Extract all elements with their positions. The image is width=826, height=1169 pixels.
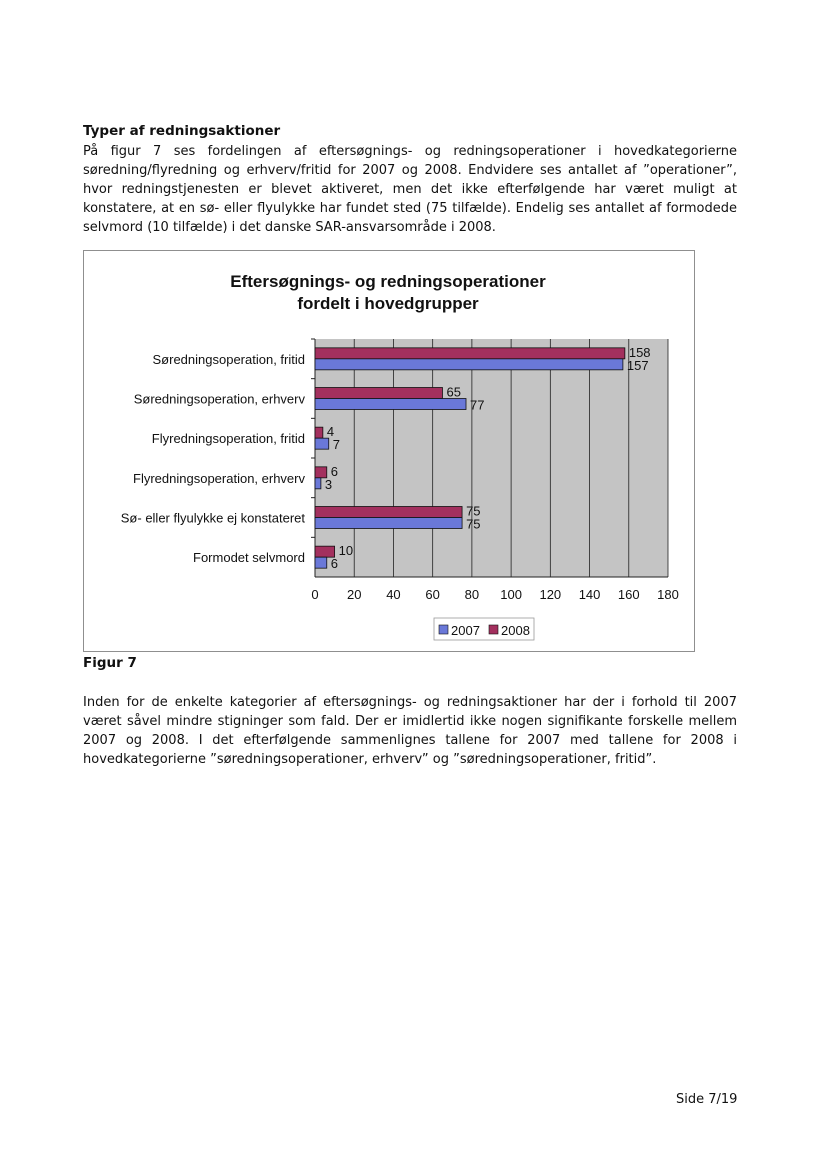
category-label: Søredningsoperation, erhverv bbox=[133, 391, 305, 407]
data-label-2008: 6 bbox=[330, 463, 339, 479]
bar-2007 bbox=[315, 518, 462, 529]
category-labels bbox=[121, 352, 306, 565]
legend-swatch bbox=[439, 625, 448, 634]
data-label-2008: 10 bbox=[338, 543, 354, 559]
chart-title-line1: Eftersøgnings- og redningsoperationer bbox=[230, 272, 546, 291]
figure-label: Figur 7 bbox=[83, 655, 137, 671]
data-label-2008: 4 bbox=[326, 424, 335, 440]
category-label: Flyredningsoperation, fritid bbox=[151, 431, 305, 447]
category-label: Formodet selvmord bbox=[193, 550, 305, 566]
category-label: Flyredningsoperation, erhverv bbox=[133, 470, 305, 486]
x-tick-label: 60 bbox=[425, 587, 440, 602]
data-label-2007: 77 bbox=[470, 397, 485, 413]
x-axis-ticks bbox=[311, 587, 678, 602]
legend-label: 2008 bbox=[501, 623, 530, 638]
x-tick-label: 120 bbox=[539, 587, 562, 602]
page-number: Side 7/19 bbox=[676, 1092, 738, 1107]
bar-2008 bbox=[315, 348, 625, 359]
x-tick-label: 160 bbox=[617, 587, 640, 602]
legend-label: 2007 bbox=[451, 623, 480, 638]
data-label-2007: 7 bbox=[332, 437, 340, 453]
bar-2008 bbox=[315, 507, 462, 518]
intro-paragraph: På figur 7 ses fordelingen af eftersøgnings- og redningsoperationer i hovedkategorierne søredning/flyredning og erhverv/fritid for 2007 og 2008. Endvidere ses antallet af ”operationer”, hvor redningstjenesten er blevet aktiveret, men det ikke efterfølgende har været muligt at konstatere, at en sø- eller flyulykke har fundet sted (75 tilfælde). Endelig ses antallet af formodede selvmord (10 tilfælde) i det danske SAR-ansvarsområde i 2008. bbox=[83, 144, 737, 235]
x-tick-label: 20 bbox=[346, 587, 362, 602]
data-label-2008: 65 bbox=[446, 384, 461, 400]
x-tick-label: 80 bbox=[464, 587, 480, 602]
data-label-2008: 158 bbox=[628, 344, 651, 360]
section-heading: Typer af redningsaktioner bbox=[83, 123, 281, 139]
category-label: Sø- eller flyulykke ej konstateret bbox=[120, 510, 305, 526]
data-label-2007: 6 bbox=[330, 556, 339, 572]
legend bbox=[434, 618, 534, 640]
category-label: Søredningsoperation, fritid bbox=[152, 351, 305, 367]
analysis-paragraph: Inden for de enkelte kategorier af eftersøgnings- og redningsaktioner har der i forhold til 2007 været såvel mindre stigninger som fald. Der er imidlertid ikke nogen signifikante forskelle mellem 2007 og 2008. I det efterfølgende sammenlignes tallene for 2007 med tallene for 2008 i hovedkategorierne ”søredningsoperationer, erhverv” og ”søredningsoperationer, fritid”. bbox=[83, 695, 737, 767]
legend-swatch bbox=[489, 625, 498, 634]
chart-container bbox=[83, 250, 695, 652]
x-tick-label: 40 bbox=[386, 587, 401, 602]
data-label-2007: 157 bbox=[626, 357, 649, 373]
x-tick-label: 100 bbox=[500, 587, 522, 602]
x-tick-label: 140 bbox=[578, 587, 601, 602]
x-tick-label: 180 bbox=[657, 587, 679, 602]
bar-2007 bbox=[315, 359, 623, 370]
bar-2008 bbox=[315, 388, 442, 399]
bar-2008 bbox=[315, 427, 323, 438]
data-label-2007: 3 bbox=[324, 476, 333, 492]
bar-2007 bbox=[315, 478, 321, 489]
x-tick-label: 0 bbox=[311, 587, 319, 602]
data-label-2007: 75 bbox=[466, 516, 481, 532]
bar-2007 bbox=[315, 399, 466, 410]
bar-chart bbox=[84, 251, 694, 651]
chart-title-line2: fordelt i hovedgrupper bbox=[297, 294, 479, 313]
plot-area bbox=[315, 339, 668, 577]
data-label-2008: 75 bbox=[466, 503, 481, 519]
bar-2007 bbox=[315, 557, 327, 568]
bar-2007 bbox=[315, 438, 329, 449]
